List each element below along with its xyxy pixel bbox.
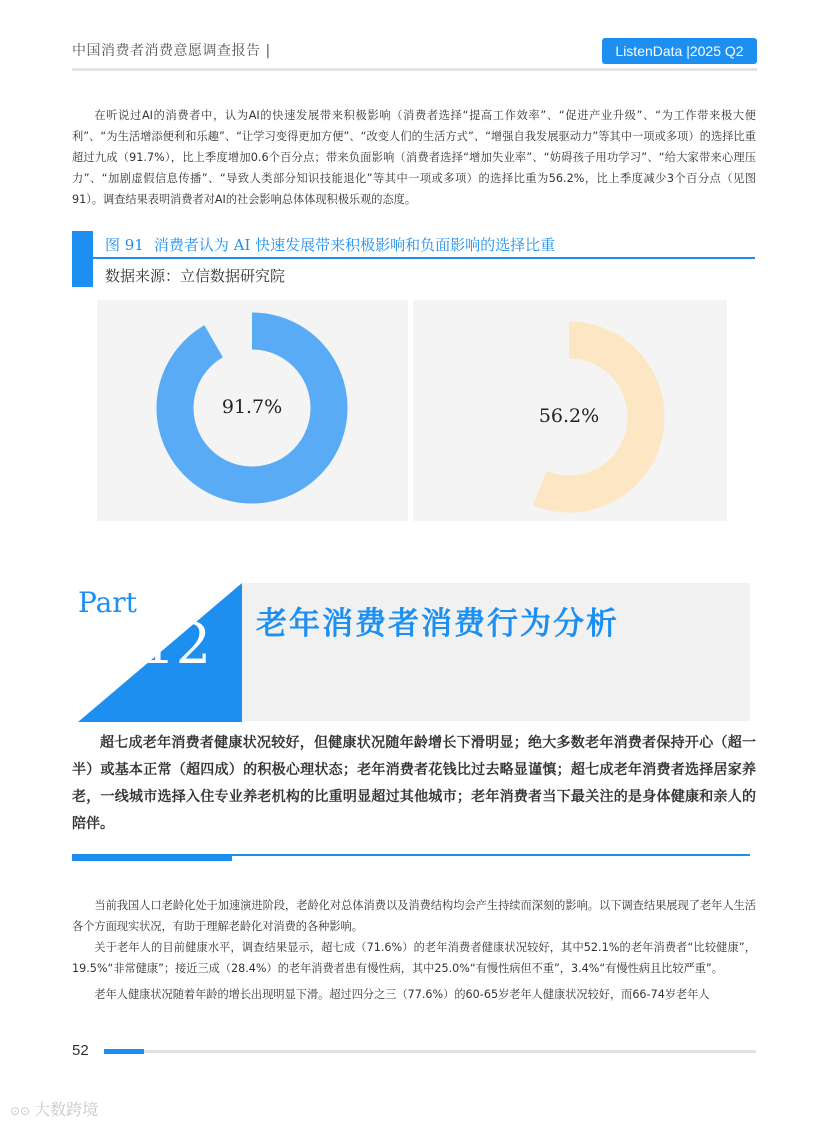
body-paragraph-3: 老年人健康状况随着年龄的增长出现明显下滑。超过四分之三（77.6%）的60-65岁老年人健康状况较好，而66-74岁老年人 bbox=[94, 988, 710, 1001]
watermark-text: 大数跨境 bbox=[34, 1100, 99, 1119]
chart-panel-negative bbox=[413, 300, 727, 521]
part-label: Part bbox=[78, 586, 137, 619]
figure-title: 消费者认为 AI 快速发展带来积极影响和负面影响的选择比重 bbox=[153, 236, 556, 254]
summary-text: 超七成老年消费者健康状况较好，但健康状况随年龄增长下滑明显；绝大多数老年消费者保持开心（超一半）或基本正常（超四成）的积极心理状态；老年消费者花钱比过去略显谨慎；超七成老年消费者选择居家养老，一线城市选择入住专业养老机构的比重明显超过其他城市；老年消费者当下最关注的是身体健康和亲人的陪伴。 bbox=[72, 735, 756, 832]
body-text bbox=[72, 895, 756, 1005]
figure-source: 数据来源：立信数据研究院 bbox=[105, 267, 286, 285]
header-divider bbox=[72, 68, 757, 71]
page-number: 52 bbox=[72, 1042, 89, 1059]
donut-chart-negative bbox=[413, 300, 727, 521]
summary-divider-accent bbox=[72, 855, 232, 861]
section-summary bbox=[72, 730, 756, 838]
footer-divider bbox=[104, 1050, 756, 1053]
watermark-logo-icon: ⊙⊙ bbox=[10, 1104, 31, 1118]
donut-label-negative: 56.2% bbox=[538, 405, 600, 427]
figure-underline bbox=[93, 257, 755, 259]
part-number: 12 bbox=[140, 612, 212, 677]
brand-badge: ListenData |2025 Q2 bbox=[602, 38, 757, 64]
footer-accent bbox=[104, 1049, 144, 1054]
report-title: 中国消费者消费意愿调查报告 | bbox=[72, 43, 271, 59]
chart-panel-positive bbox=[97, 300, 408, 521]
donut-label-positive: 91.7% bbox=[221, 396, 283, 418]
body-paragraph-1: 当前我国人口老龄化处于加速演进阶段，老龄化对总体消费以及消费结构均会产生持续而深刻的影响。以下调查结果展现了老年人生活各个方面现实状况，有助于理解老龄化对消费的各种影响。 bbox=[72, 899, 756, 933]
figure-caption bbox=[105, 234, 555, 255]
intro-text: 在听说过AI的消费者中，认为AI的快速发展带来积极影响（消费者选择“提高工作效率”、“促进产业升级”、“为工作带来极大便利”、“为生活增添便利和乐趣”、“让学习变得更加方便”、“改变人们的生活方式”、“增强自我发展驱动力”等其中一项或多项）的选择比重超过九成（91.7%），比上季度增加0.6个百分点；带来负面影响（消费者选择“增加失业率”、“妨碍孩子用功学习”、“给大家带来心理压力”、“加剧虚假信息传播”、“导致人类部分知识技能退化”等其中一项或多项）的选择比重为56.2%，比上季度减少3个百分点（见图91）。调查结果表明消费者对AI的社会影响总体体现积极乐观的态度。 bbox=[72, 109, 756, 206]
figure-accent-bar bbox=[72, 231, 93, 287]
intro-paragraph bbox=[72, 105, 756, 210]
part-heading: 老年消费者消费行为分析 bbox=[256, 606, 619, 642]
donut-chart-positive bbox=[97, 300, 408, 521]
body-paragraph-2: 关于老年人的目前健康水平，调查结果显示，超七成（71.6%）的老年消费者健康状况较好，其中52.1%的老年消费者“比较健康”，19.5%“非常健康”；接近三成（28.4%）的老年消费者患有慢性病，其中25.0%“有慢性病但不重”，3.4%“有慢性病且比较严重”。 bbox=[72, 941, 756, 975]
figure-number: 图 91 bbox=[105, 236, 144, 254]
watermark bbox=[10, 1097, 98, 1120]
